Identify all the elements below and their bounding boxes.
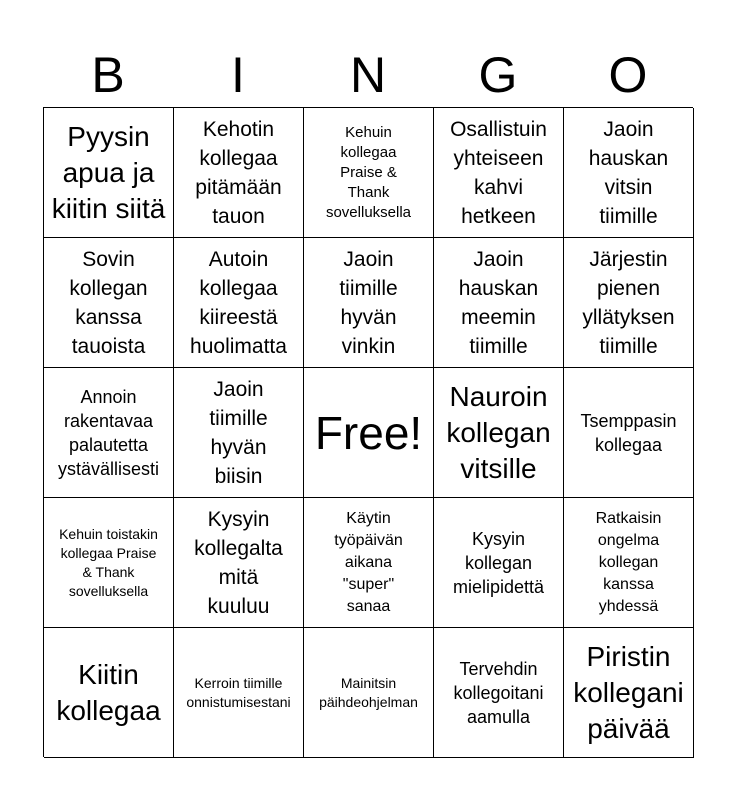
cell-label: Kerroin tiimille onnistumisestani xyxy=(186,674,291,710)
bingo-cell[interactable] xyxy=(44,368,174,498)
bingo-cell[interactable] xyxy=(174,368,304,498)
cell-label: Jaoin tiimille hyvän vinkin xyxy=(339,247,398,358)
cell-label: Ratkaisin ongelma kollegan kanssa yhdessä xyxy=(595,509,662,615)
header-letter-n: N xyxy=(349,47,387,103)
bingo-cell[interactable] xyxy=(44,498,174,628)
free-space-cell[interactable] xyxy=(304,368,434,498)
cell-label: Autoin kollegaa kiireestä huolimatta xyxy=(190,247,287,358)
bingo-cell[interactable] xyxy=(174,628,304,758)
bingo-cell[interactable] xyxy=(44,238,174,368)
bingo-cell[interactable] xyxy=(564,498,694,628)
cell-label: Sovin kollegan kanssa tauoista xyxy=(69,247,148,358)
cell-label: Kysyin kollegalta mitä kuuluu xyxy=(194,507,283,618)
cell-label: Jaoin hauskan meemin tiimille xyxy=(458,247,539,358)
bingo-cell[interactable] xyxy=(434,498,564,628)
header-letter-b: B xyxy=(91,47,125,103)
cell-label: Kehuin kollegaa Praise & Thank sovelluksella xyxy=(325,123,412,221)
bingo-cell[interactable] xyxy=(304,238,434,368)
cell-label: Pyysin apua ja kiitin siitä xyxy=(51,120,166,224)
bingo-cell[interactable] xyxy=(44,628,174,758)
bingo-cell[interactable] xyxy=(304,628,434,758)
bingo-cell[interactable] xyxy=(564,628,694,758)
cell-label: Järjestin pienen yllätyksen tiimille xyxy=(582,247,675,358)
free-space-label: Free! xyxy=(314,406,423,459)
bingo-cell[interactable] xyxy=(304,498,434,628)
bingo-cell[interactable] xyxy=(304,108,434,238)
cell-label: Kehuin toistakin kollegaa Praise & Thank sovelluksella xyxy=(59,525,158,599)
bingo-cell[interactable] xyxy=(44,108,174,238)
bingo-cell[interactable] xyxy=(564,238,694,368)
cell-label: Osallistuin yhteiseen kahvi hetkeen xyxy=(450,117,547,228)
cell-label: Kysyin kollegan mielipidettä xyxy=(452,528,545,597)
cell-label: Tervehdin kollegoitani aamulla xyxy=(453,658,544,727)
bingo-header xyxy=(43,44,693,106)
cell-label: Kiitin kollegaa xyxy=(56,658,161,726)
cell-label: Mainitsin päihdeohjelman xyxy=(319,674,418,710)
header-letter-g: G xyxy=(478,47,518,103)
cell-label: Annoin rakentavaa palautetta ystävällisesti xyxy=(57,386,160,479)
bingo-cell[interactable] xyxy=(434,108,564,238)
cell-label: Piristin kollegani päivää xyxy=(573,640,684,744)
cell-label: Kehotin kollegaa pitämään tauon xyxy=(195,117,282,228)
cell-label: Käytin työpäivän aikana "super" sanaa xyxy=(334,509,403,615)
bingo-cell[interactable] xyxy=(174,238,304,368)
bingo-board xyxy=(43,107,693,757)
cell-label: Nauroin kollegan vitsille xyxy=(446,380,551,484)
header-letter-i: I xyxy=(231,47,245,103)
bingo-cell[interactable] xyxy=(564,108,694,238)
bingo-cell[interactable] xyxy=(434,628,564,758)
bingo-cell[interactable] xyxy=(174,498,304,628)
cell-label: Tsemppasin kollegaa xyxy=(580,410,677,455)
cell-label: Jaoin hauskan vitsin tiimille xyxy=(588,117,669,228)
bingo-cell[interactable] xyxy=(564,368,694,498)
cell-label: Jaoin tiimille hyvän biisin xyxy=(209,377,268,488)
bingo-cell[interactable] xyxy=(174,108,304,238)
header-letter-o: O xyxy=(608,47,648,103)
bingo-cell[interactable] xyxy=(434,368,564,498)
bingo-cell[interactable] xyxy=(434,238,564,368)
